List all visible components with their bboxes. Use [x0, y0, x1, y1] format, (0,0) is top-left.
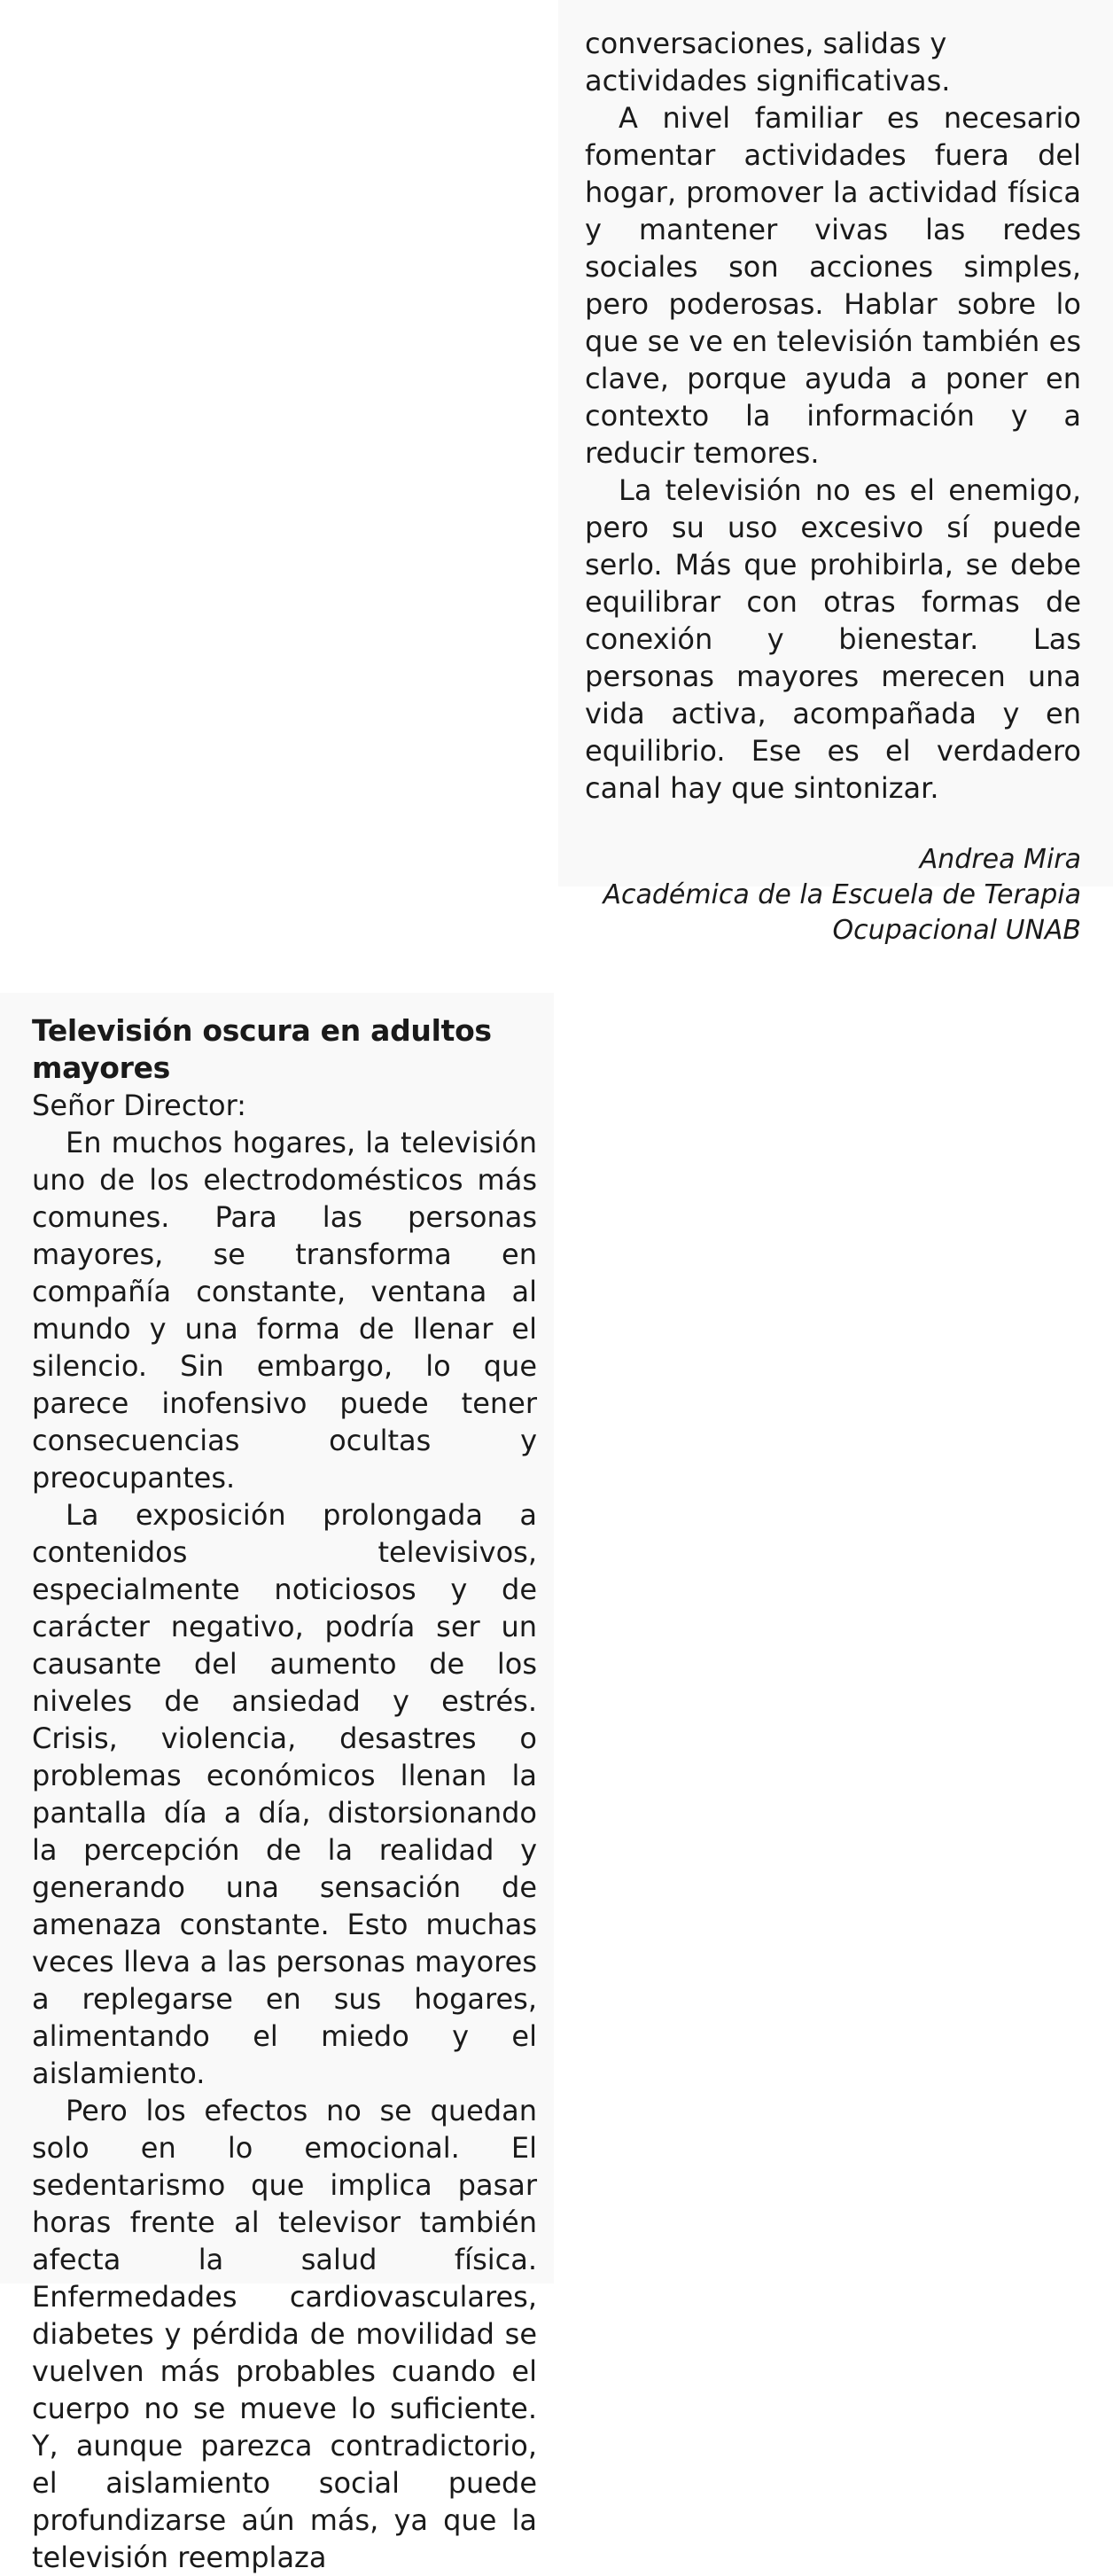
letter-body	[32, 1012, 537, 2576]
signature-title-line-1: Académica de la Escuela de Terapia	[603, 879, 1081, 910]
letter-column	[0, 993, 554, 2574]
previous-letter-column	[558, 0, 1113, 946]
previous-letter-paragraph-2: A nivel familiar es necesario fomentar actividades fuera del hogar, promover la actividad física y mantener vivas las redes sociales son acciones simples, pero poderosas. Hablar sobre lo que se ve en televisión también es clave, porque ayuda a poner en contexto la información y a reducir temores.	[585, 101, 1081, 470]
letter-paragraph-3: Pero los efectos no se quedan solo en lo emocional. El sedentarismo que implica pasar horas frente al televisor también afecta la salud física. Enfermedades cardiovasculares, diabetes y pérdida de movilidad se vuelven más probables cuando el cuerpo no se mueve lo suficiente. Y, aunque parezca contradictorio, el aislamiento social puede profundizarse aún más, ya que la televisión reemplaza	[32, 2094, 537, 2574]
signature-block	[585, 842, 1081, 948]
letter-paragraph-2: La exposición prolongada a contenidos televisivos, especialmente noticiosos y de carácter negativo, podría ser un causante del aumento de los niveles de ansiedad y estrés. Crisis, violencia, desastres o problemas económicos llenan la pantalla día a día, distorsionando la percepción de la realidad y generando una sensación de amenaza constante. Esto muchas veces lleva a las personas mayores a replegarse en sus hogares, alimentando el miedo y el aislamiento.	[32, 1498, 537, 2090]
letter-salutation: Señor Director:	[32, 1089, 246, 1122]
signature-title-line-2: Ocupacional UNAB	[832, 915, 1081, 946]
letter-paragraph-1: En muchos hogares, la televisión uno de los electrodomésticos más comunes. Para las personas mayores, se transforma en compañía constante, ventana al mundo y una forma de llenar el silencio. Sin embargo, lo que parece inofensivo puede tener consecuencias ocultas y preocupantes.	[32, 1126, 537, 1495]
signature-name: Andrea Mira	[919, 844, 1081, 875]
previous-letter-paragraph-3: La televisión no es el enemigo, pero su uso excesivo sí puede serlo. Más que prohibirla, se debe equilibrar con otras formas de conexión y bienestar. Las personas mayores merecen una vida activa, acompañada y en equilibrio. Ese es el verdadero canal hay que sintonizar.	[585, 473, 1081, 805]
previous-letter-body	[585, 25, 1081, 948]
letter-headline: Televisión oscura en adultos mayores	[32, 1013, 492, 1085]
previous-letter-paragraph-1: conversaciones, salidas y actividades significativas.	[585, 27, 951, 98]
